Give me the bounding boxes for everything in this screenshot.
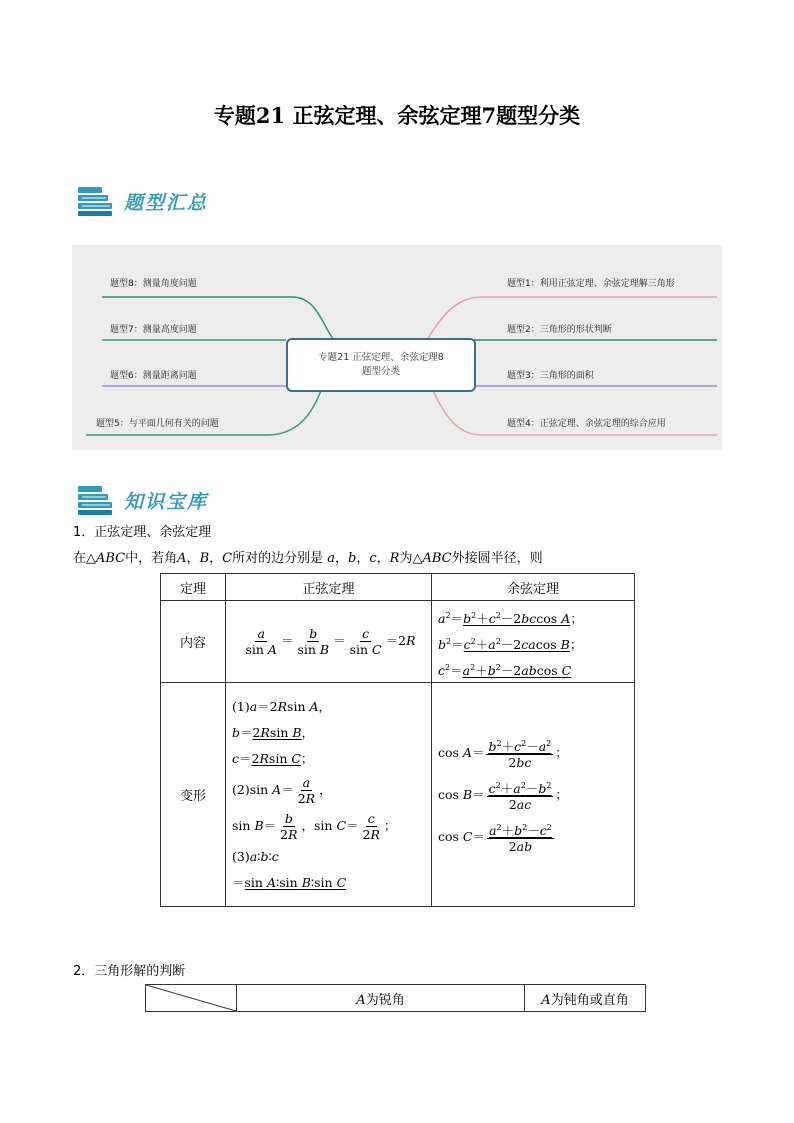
mindmap-right-node: 题型1：利用正弦定理、余弦定理解三角形 — [507, 279, 675, 289]
books-icon — [76, 484, 114, 516]
theorem-table — [160, 573, 635, 907]
mindmap-left-node: 题型5：与平面几何有关的问题 — [96, 419, 219, 429]
point1-heading: 1．正弦定理、余弦定理 — [73, 525, 212, 540]
mindmap-center-node — [286, 338, 476, 392]
row-label-variants: 变形 — [161, 683, 226, 907]
mindmap-right-node: 题型4：正弦定理、余弦定理的综合应用 — [507, 419, 666, 429]
topic-mindmap — [72, 245, 722, 450]
mindmap-center-line: 题型分类 — [361, 366, 400, 377]
mindmap-left-node: 题型6：测量距离问题 — [110, 371, 197, 381]
table-header: A为钝角或直角 — [525, 985, 646, 1012]
solution-table — [145, 984, 646, 1012]
mindmap-left-node: 题型7：测量高度问题 — [110, 325, 197, 335]
page-title: 专题21 正弦定理、余弦定理7题型分类 — [213, 103, 581, 128]
point1-intro: 在△ABC中，若角A，B，C所对的边分别是 a，b，c，R为△ABC外接圆半径，则 — [73, 551, 543, 566]
table-header: A为锐角 — [237, 985, 525, 1012]
knowledge-section-title: 知识宝库 — [124, 490, 209, 513]
summary-section-title: 题型汇总 — [124, 191, 209, 214]
mindmap-left-node: 题型8：测量角度问题 — [110, 279, 197, 289]
mindmap-right-node: 题型2：三角形的形状判断 — [507, 325, 612, 335]
table-header: 定理 — [161, 574, 226, 601]
diagonal-line — [146, 985, 236, 1011]
summary-section-header — [76, 183, 208, 219]
point2-heading: 2．三角形解的判断 — [73, 964, 186, 979]
row-label-content: 内容 — [161, 601, 226, 683]
sine-law-variants: (1)a＝2Rsin A， b＝2Rsin B， c＝2Rsin C； (2)sin A＝ $\frac{a}{2R}$ ， sin B＝ $\frac{b}{2R}$ ，sin C＝ $\frac{c}{2R}$ ； (3)a∶b∶c ＝sin A∶sin B∶sin C — [226, 683, 432, 907]
mindmap-right-node: 题型3：三角形的面积 — [507, 371, 594, 381]
books-icon — [76, 185, 114, 217]
knowledge-section-header — [76, 482, 208, 518]
table-corner-cell — [146, 985, 237, 1012]
cosine-law-variants: cos A＝ $\frac{b^2+c^2-a^2}{2bc}$ ； cos B＝ $\frac{c^2+a^2-b^2}{2ac}$ ； cos C＝ $\frac{a^2+b^2-c^2}{2ab}$ — [432, 683, 635, 907]
cosine-law-formulas: $a^2=b^2+c^2-2bccos$ A； $b^2=c^2+a^2-2cacos$ B； $c^2=a^2+b^2-2abcos$ C — [432, 601, 635, 683]
mindmap-center-line: 专题21 正弦定理、余弦定理8 — [318, 352, 444, 363]
table-header: 正弦定理 — [226, 574, 432, 601]
sine-law-formula: $\frac{a}{\text{sin A}}$ ＝ $\frac{b}{\text{sin B}}$ ＝ $\frac{c}{\text{sin C}}$ ＝2R — [226, 601, 432, 683]
table-header: 余弦定理 — [432, 574, 635, 601]
